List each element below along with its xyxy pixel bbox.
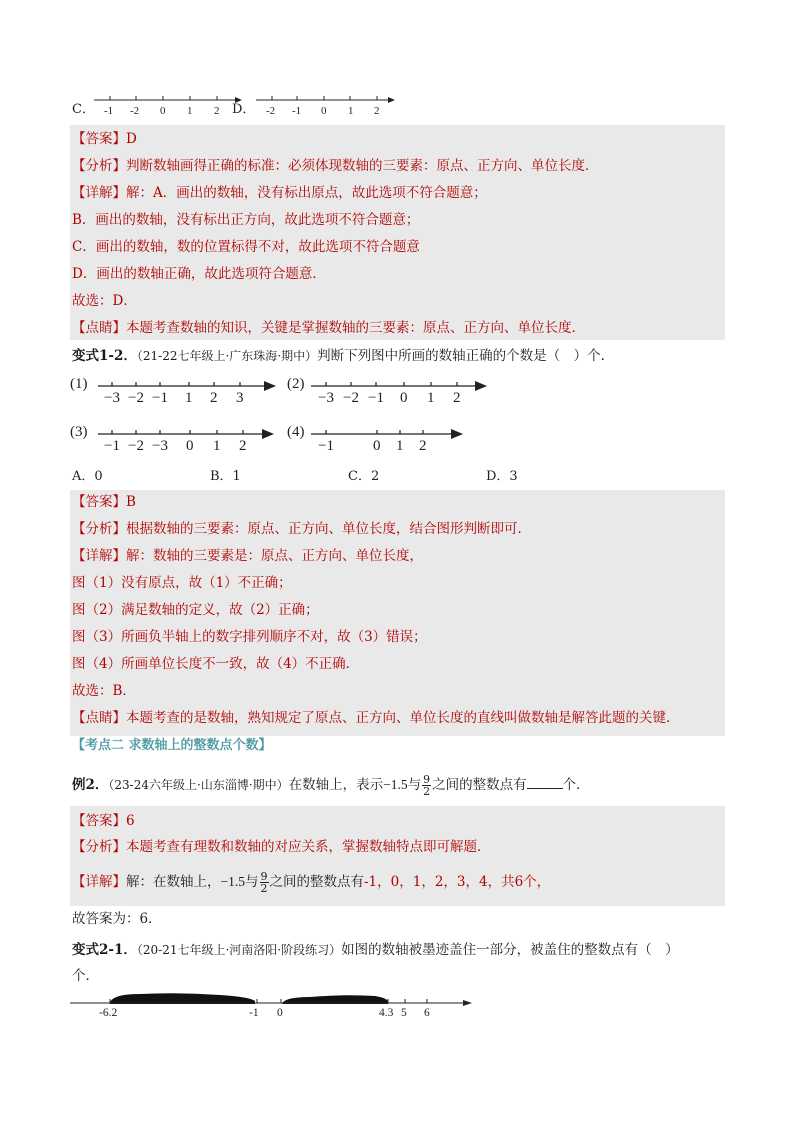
figure-3-number-line: [70, 422, 280, 458]
figure-3-tick: −1: [104, 438, 120, 454]
figure-3-tick: 0: [186, 438, 194, 454]
question-source: （21-22七年级上·广东珠海·期中）: [136, 349, 318, 363]
c-tick-label: -2: [130, 105, 140, 117]
question-label: 变式1-2．: [72, 348, 137, 364]
conclusion-line: 故选：B．: [72, 683, 136, 699]
conclusion-line: 故选：D．: [72, 293, 137, 309]
comment-line: [72, 705, 680, 731]
d-tick-label: -1: [292, 105, 302, 117]
option-d[interactable]: D．3: [486, 469, 518, 484]
connector: 与: [407, 777, 422, 793]
analysis-text: 本题考查有理数和数轴的对应关系，掌握数轴特点即可解题．: [126, 839, 491, 855]
detail-line: [72, 866, 550, 898]
option-a[interactable]: A．0: [72, 469, 103, 484]
question-2-1-stem-cont: 个．: [72, 968, 99, 984]
figure-4-axis-svg: [311, 422, 466, 442]
detail-line: 图（1）没有原点，故（1）不正确；: [72, 575, 292, 591]
figure-4-tick: 0: [373, 438, 381, 454]
detail-text-after: 之间的整数点有: [269, 874, 364, 890]
detail-text: 解：在数轴上，: [126, 874, 221, 890]
detail-tag: 【详解】: [72, 874, 126, 890]
ink-axis-svg: [70, 990, 475, 1010]
figure-4-tick: 2: [419, 438, 427, 454]
ink-axis-tick: 5: [401, 1007, 407, 1019]
answer-line: [72, 489, 136, 515]
d-tick-label: 1: [348, 105, 354, 117]
analysis-line: [72, 516, 531, 542]
detail-connector: 与: [245, 874, 259, 890]
answer-value: B: [126, 494, 136, 510]
figure-1-tick: 1: [185, 390, 193, 406]
figure-3-tick: −2: [128, 438, 144, 454]
option-c-label: C．: [72, 102, 95, 117]
c-tick-label: 1: [187, 105, 193, 117]
option-b[interactable]: B．1: [210, 469, 241, 484]
figure-1-tick: 2: [210, 390, 218, 406]
ink-axis-tick: -6.2: [99, 1007, 118, 1019]
detail-line: [72, 180, 487, 206]
figure-2-tick: 1: [427, 390, 435, 406]
answer-tag: 【答案】: [72, 131, 126, 147]
figure-4-tick: 1: [396, 438, 404, 454]
detail-text: 解：A．画出的数轴，没有标出原点，故此选项不符合题意；: [126, 185, 487, 201]
option-c[interactable]: C．2: [348, 469, 380, 484]
figure-2-tick: 2: [453, 390, 461, 406]
detail-line: 图（2）满足数轴的定义，故（2）正确；: [72, 602, 319, 618]
detail-tag: 【详解】: [72, 185, 126, 201]
example-source: （23-24六年级上·山东淄博·期中）: [108, 778, 289, 792]
option-d-label: D．: [232, 102, 256, 117]
example-text-after: 之间的整数点有: [432, 777, 527, 793]
analysis-line: [72, 153, 599, 179]
fraction-nine-halves: [260, 871, 269, 894]
ink-axis-tick: 6: [424, 1007, 430, 1019]
analysis-tag: 【分析】: [72, 158, 126, 174]
figure-1-tick: 3: [236, 390, 244, 406]
question-source: （20-21七年级上·河南洛阳·阶段练习）: [136, 943, 342, 957]
value-a: −1.5: [383, 777, 408, 792]
figure-3-tick: 1: [213, 438, 221, 454]
fraction-numerator: 9: [423, 773, 431, 786]
c-tick-label: 0: [160, 105, 166, 117]
answer-tag: 【答案】: [72, 494, 126, 510]
fraction-nine-halves: [422, 774, 431, 797]
figure-3-tick: 2: [239, 438, 247, 454]
figure-4-tick: −1: [318, 438, 334, 454]
d-tick-label: 2: [374, 105, 380, 117]
ink-axis-tick: 0: [277, 1007, 283, 1019]
question-2-1-stem: [72, 937, 679, 963]
figure-1-tick: −1: [152, 390, 168, 406]
ink-covered-number-line: [70, 990, 480, 1022]
figure-1-number-line: [70, 374, 280, 410]
figure-1-tick: −2: [128, 390, 144, 406]
detail-value: −1.5: [220, 874, 245, 889]
section-heading: 【考点二 求数轴上的整数点个数】: [72, 738, 272, 753]
answer-tag: 【答案】: [72, 813, 126, 829]
figure-number: (4): [287, 424, 305, 440]
analysis-text: 根据数轴的三要素：原点、正方向、单位长度，结合图形判断即可．: [126, 521, 531, 537]
figure-2-number-line: [287, 374, 497, 410]
d-tick-label: 0: [321, 105, 327, 117]
answer-line: [72, 808, 135, 834]
figure-1-tick: −3: [104, 390, 120, 406]
analysis-line: [72, 834, 491, 860]
answer-value: 6: [126, 813, 135, 829]
analysis-text: 判断数轴画得正确的标准：必须体现数轴的三要素：原点、正方向、单位长度．: [126, 158, 599, 174]
ink-axis-tick: -1: [249, 1007, 259, 1019]
option-c-axis: [72, 94, 242, 124]
figure-number: (2): [287, 376, 305, 392]
fraction-denominator: 2: [260, 882, 268, 895]
figure-2-tick: 0: [400, 390, 408, 406]
detail-line: B．画出的数轴，没有标出正方向，故此选项不符合题意；: [72, 212, 420, 228]
comment-text: 本题考查数轴的知识，关键是掌握数轴的三要素：原点、正方向、单位长度．: [126, 320, 585, 336]
example-2-stem: [72, 770, 590, 800]
comment-text: 本题考查的是数轴，熟知规定了原点、正方向、单位长度的直线叫做数轴是解答此题的关键．: [126, 710, 680, 726]
d-tick-label: -2: [266, 105, 276, 117]
answer-value: D: [126, 131, 137, 147]
detail-line: [72, 543, 423, 569]
question-1-2-stem: [72, 343, 614, 369]
fraction-numerator: 9: [260, 870, 268, 883]
answer-line: [72, 126, 137, 152]
option-c-number-line: [92, 94, 242, 124]
answer-options: [72, 465, 552, 485]
ink-blot-left: [110, 993, 255, 1004]
detail-line: 图（3）所画负半轴上的数字排列顺序不对，故（3）错误；: [72, 629, 427, 645]
figure-2-tick: −1: [368, 390, 384, 406]
example-text-end: 个．: [562, 777, 590, 793]
comment-tag: 【点睛】: [72, 710, 126, 726]
question-text: 如图的数轴被墨迹盖住一部分，被盖住的整数点有（ ）: [341, 942, 679, 958]
detail-points: -1，0，1，2，3，4，共6个，: [364, 874, 551, 890]
example-text: 在数轴上，表示: [288, 777, 384, 793]
analysis-tag: 【分析】: [72, 521, 126, 537]
detail-line: C．画出的数轴，数的位置标得不对，故此选项不符合题意: [72, 239, 420, 255]
option-d-axis: [232, 94, 402, 124]
figure-3-tick: −3: [152, 438, 168, 454]
c-tick-label: -1: [104, 105, 114, 117]
conclusion-line: 故答案为：6．: [72, 911, 162, 927]
detail-tag: 【详解】: [72, 548, 126, 564]
analysis-tag: 【分析】: [72, 839, 126, 855]
detail-text: 解：数轴的三要素是：原点、正方向、单位长度，: [126, 548, 423, 564]
example-label: 例2．: [72, 777, 109, 793]
question-label: 变式2-1．: [72, 942, 137, 958]
answer-blank[interactable]: [527, 774, 563, 789]
c-tick-label: 2: [214, 105, 220, 117]
comment-tag: 【点睛】: [72, 320, 126, 336]
comment-line: [72, 315, 585, 341]
detail-line: 图（4）所画单位长度不一致，故（4）不正确．: [72, 656, 360, 672]
figure-number: (3): [70, 424, 88, 440]
fraction-denominator: 2: [423, 785, 431, 798]
figure-number: (1): [70, 376, 88, 392]
question-text: 判断下列图中所画的数轴正确的个数是（ ）个．: [317, 348, 615, 364]
detail-line: D．画出的数轴正确，故此选项符合题意．: [72, 266, 326, 282]
figure-4-number-line: [287, 422, 467, 458]
figure-2-tick: −2: [343, 390, 359, 406]
figure-2-tick: −3: [318, 390, 334, 406]
ink-axis-tick: 4.3: [379, 1007, 394, 1019]
